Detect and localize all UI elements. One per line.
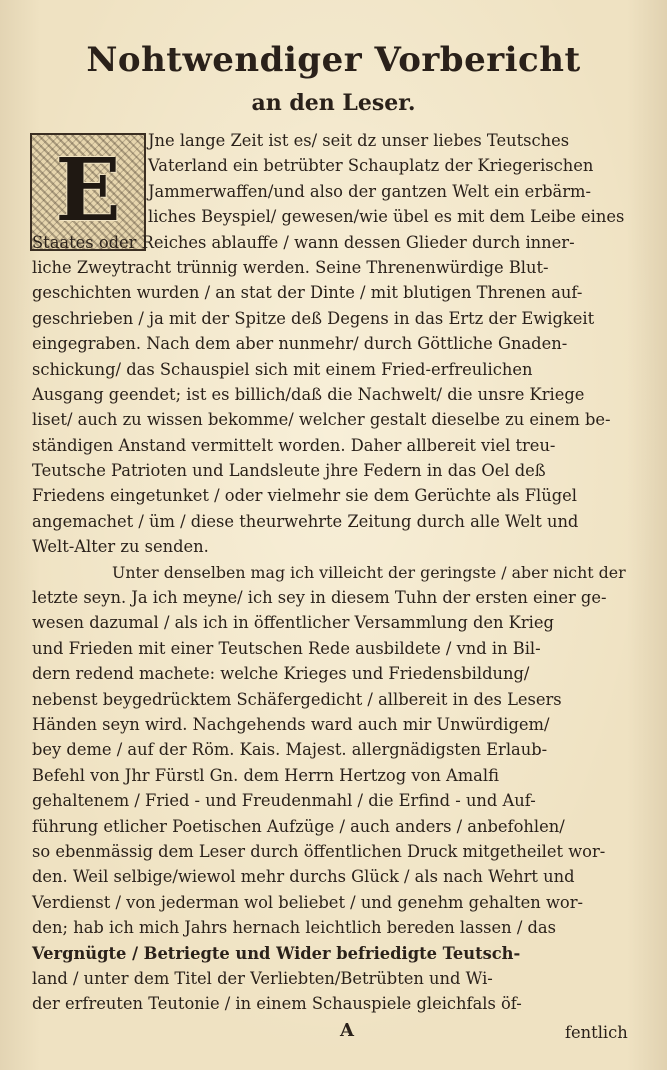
text-line: Ausgang geendet; ist es billich/daß die Nachwelt/ die unsre Kriege [32,384,585,404]
text-line: Vergnügte / Betriegte und Wider befriedigte Teutsch- [32,943,521,963]
text-line: eingegraben. Nach dem aber nunmehr/ durch Göttliche Gnaden- [32,334,568,354]
text-line: Welt-Alter zu senden. [32,537,209,557]
text-line: Teutsche Patrioten und Landsleute jhre Federn in das Oel deß [32,461,546,481]
text-line: führung etlicher Poetischen Aufzüge / auch anders / anbefohlen/ [32,816,565,836]
text-line: Friedens eingetunket / oder vielmehr sie dem Gerüchte als Flügel [32,486,577,506]
text-line: Händen seyn wird. Nachgehends ward auch mir Unwürdigem/ [32,714,550,734]
text-line: land / unter dem Titel der Verliebten/Betrübten und Wi- [32,968,493,988]
text-line: geschichten wurden / an stat der Dinte / mit blutigen Threnen auf- [32,283,583,303]
text-line: der erfreuten Teutonie / in einem Schauspiele gleichfals öf- [32,994,522,1014]
text-line: geschrieben / ja mit der Spitze deß Degens in das Ertz der Ewigkeit [32,308,595,328]
text-line: Unter denselben mag ich villeicht der geringste / aber nicht der [112,562,626,582]
text-line: so ebenmässig dem Leser durch öffentlichen Druck mitgetheilet wor- [32,841,606,861]
page-title: Nohtwendiger Vorbericht [86,40,581,80]
text-line: Staates oder Reiches ablauffe / wann dessen Glieder durch inner- [32,232,575,252]
text-line: Vaterland ein betrübter Schauplatz der Kriegerischen [148,156,594,176]
text-line: bey deme / auf der Röm. Kais. Majest. allergnädigsten Erlaub- [32,740,548,760]
text-line: angemachet / üm / diese theurwehrte Zeitung durch alle Welt und [32,511,579,531]
text-line: und Frieden mit einer Teutschen Rede ausbildete / vnd in Bil- [32,638,541,658]
text-line: liset/ auch zu wissen bekomme/ welcher gestalt dieselbe zu einem be- [32,410,611,430]
signature-mark: A [340,1020,354,1041]
text-line: dern redend machete: welche Krieges und Friedensbildung/ [32,664,530,684]
drop-cap-letter: E [55,140,121,241]
text-line: Jne lange Zeit ist es/ seit dz unser liebes Teutsches [148,131,570,150]
text-line: wesen dazumal / als ich in öffentlicher Versammlung den Krieg [32,613,554,633]
text-line: gehaltenem / Fried - und Freudenmahl / die Erfind - und Auf- [32,791,536,811]
text-line: schickung/ das Schauspiel sich mit einem Fried-erfreulichen [32,359,533,379]
text-line: letzte seyn. Ja ich meyne/ ich sey in diesem Tuhn der ersten einer ge- [32,588,607,608]
text-line: nebenst beygedrücktem Schäfergedicht / allbereit in des Lesers [32,689,562,709]
text-line: liche Zweytracht trünnig werden. Seine Threnenwürdige Blut- [32,257,549,277]
text-line: den; hab ich mich Jahrs hernach leichtlich bereden lassen / das [32,918,556,938]
text-line: den. Weil selbige/wiewol mehr durchs Glück / als nach Wehrt und [32,867,575,887]
page-subtitle: an den Leser. [251,90,416,116]
body-text [32,128,630,1017]
text-line: ständigen Anstand vermittelt worden. Daher allbereit viel treu- [32,435,556,455]
text-line: Verdienst / von jederman wol beliebet / und genehm gehalten wor- [32,892,583,912]
text-line: Befehl von Jhr Fürstl Gn. dem Herrn Hertzog von Amalfi [32,765,499,785]
text-line: liches Beyspiel/ gewesen/wie übel es mit dem Leibe eines [148,207,625,227]
page-footer [0,1020,667,1050]
catchword: fentlich [565,1023,628,1042]
text-line: Jammerwaffen/und also der gantzen Welt ein erbärm- [148,181,591,201]
